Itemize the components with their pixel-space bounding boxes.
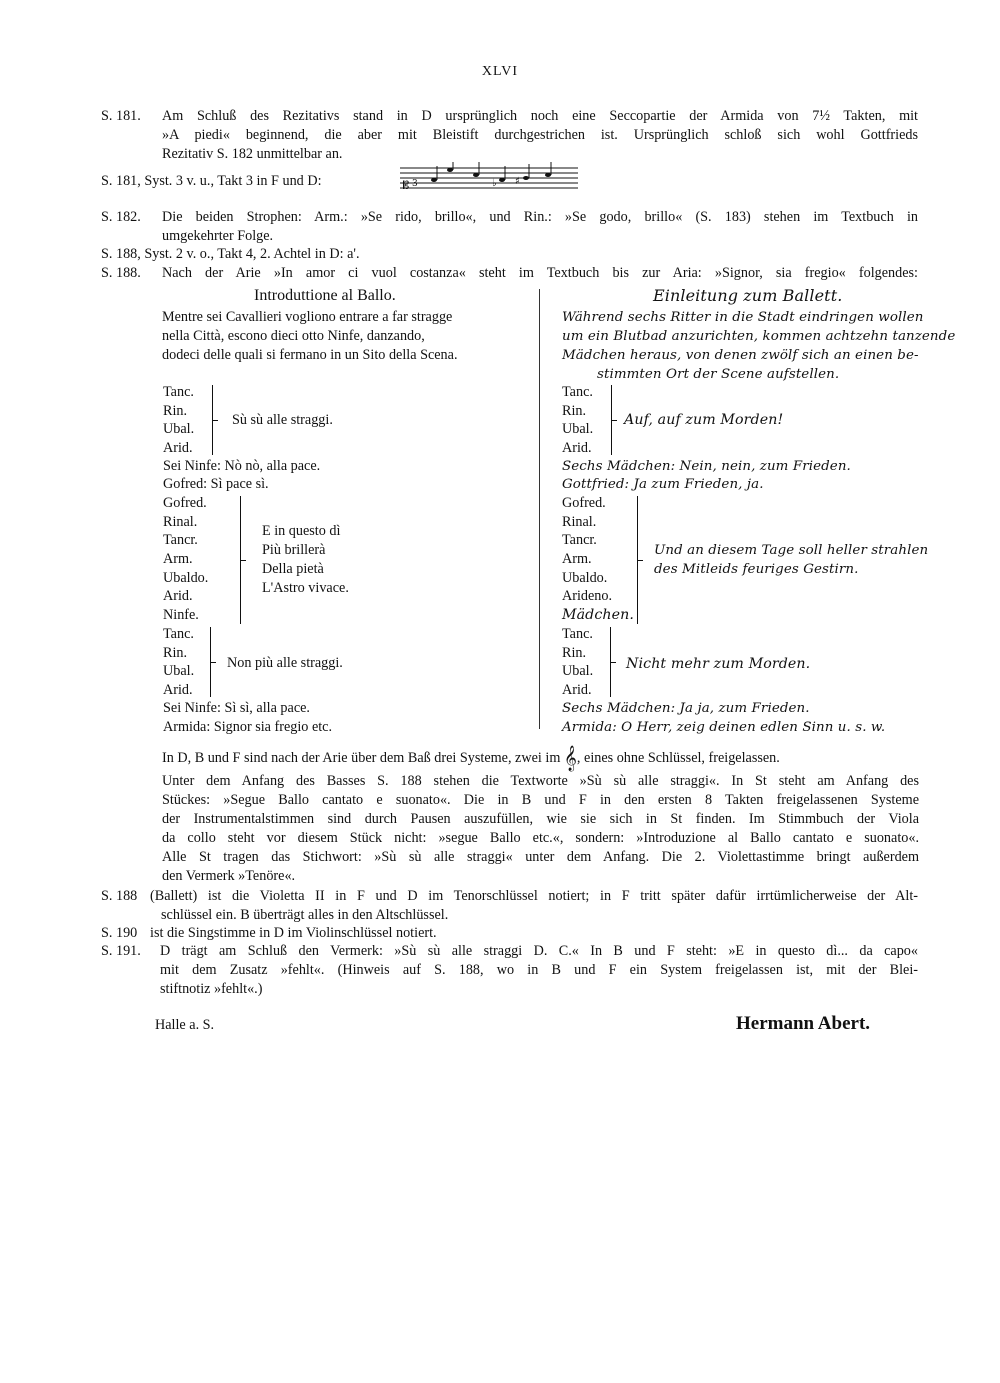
note-line: D trägt am Schluß den Vermerk: »Sù sù alle straggi D. C.« In B und F steht: »E in questo dì... da capo«	[160, 943, 918, 959]
footer-author: Hermann Abert.	[736, 1013, 871, 1034]
character-name: Tanc.	[562, 384, 593, 400]
note-body	[160, 942, 918, 999]
character-name: Arm.	[163, 551, 193, 568]
note-s181	[101, 107, 921, 167]
german-line4-text: Armida: O Herr, zeig deinen edlen Sinn u. s. w.	[562, 720, 886, 735]
italian-group2-names	[163, 494, 208, 625]
brace-icon	[630, 496, 638, 624]
note-ref: S. 188	[101, 888, 138, 904]
paragraph-line: Unter dem Anfang des Basses S. 188 stehen die Textworte »Sù sù alle straggi«. In St steht am Anfang des	[162, 773, 919, 789]
note-ref: S. 188, Syst. 2 v. o., Takt 4, 2. Achtel in D: a'.	[101, 246, 360, 262]
italian-group2-text	[262, 522, 349, 598]
column-divider	[539, 289, 540, 729]
character-name: Gofred.	[163, 495, 207, 511]
intro-line: Während sechs Ritter in die Stadt eindringen wollen	[562, 310, 924, 325]
note-ref: S. 182.	[101, 209, 141, 225]
paragraph-line: Alle St tragen das Stichwort: »Sù sù alle straggi« unter dem Anfang. Die 2. Violettastimme bringt außerdem	[162, 849, 919, 865]
note-body	[162, 264, 918, 283]
page-number: XLVI	[481, 64, 519, 79]
character-name: Gofred.	[562, 495, 606, 511]
german-line3: Sechs Mädchen: Ja ja, zum Frieden.	[562, 701, 810, 716]
italian-line1: Sei Ninfe: Nò nò, alla pace.	[163, 458, 321, 474]
character-name: Arid.	[163, 682, 193, 699]
italian-title: Introduttione al Ballo.	[254, 287, 396, 304]
note-line: »A piedi« beginnend, die aber mit Bleistift durchgestrichen ist. Ursprünglich schloß sich wohl Gottfrieds	[162, 127, 918, 143]
note-s190	[101, 924, 921, 944]
italian-intro	[162, 308, 458, 365]
italian-line3: Sei Ninfe: Sì sì, alla pace.	[163, 700, 310, 716]
note-line: stiftnotiz »fehlt«.)	[160, 981, 263, 997]
music-staff-icon	[398, 162, 580, 196]
brace-icon	[603, 627, 611, 697]
paragraph-line: da collo steht vor diesem Stück nicht: »segue Ballo etc.«, sondern: »Introduzione al Ballo cantato e suonato«.	[162, 830, 919, 846]
character-name: Rin.	[163, 644, 188, 661]
verse-line: E in questo dì	[262, 523, 341, 539]
character-name: Arid.	[163, 588, 193, 605]
italian-line4: Armida: Signor sia fregio etc.	[163, 719, 333, 735]
note-line: schlüssel ein. B überträgt alles in den Altschlüssel.	[161, 907, 449, 923]
german-line4	[562, 718, 885, 737]
note-ref: S. 191.	[101, 943, 141, 959]
note-ref: S. 190	[101, 925, 138, 941]
character-name: Rin.	[163, 402, 188, 419]
character-name: Tanc.	[163, 626, 194, 642]
note-line: mit dem Zusatz »fehlt«. (Hinweis auf S. 188, wo in B und F ein System freigelassen ist, mit der Blei-	[160, 962, 918, 978]
note-body	[162, 208, 918, 246]
character-name: Arid.	[562, 682, 592, 699]
after-paragraph-1-after: , eines ohne Schlüssel, freigelassen.	[576, 750, 780, 766]
note-s181-example	[101, 168, 601, 202]
character-name: Rin.	[562, 402, 587, 419]
note-line: ist die Singstimme in D im Violinschlüssel notiert.	[150, 925, 437, 941]
character-name: Rinal.	[163, 513, 198, 530]
character-name: Ninfe.	[163, 607, 199, 624]
intro-line: Mentre sei Cavallieri vogliono entrare a far stragge	[162, 309, 453, 325]
character-name: Tanc.	[163, 384, 194, 400]
verse-line: Più brillerà	[262, 542, 326, 558]
italian-group1-names	[163, 383, 194, 458]
intro-line: Mädchen heraus, von denen zwölf sich an einen be-	[562, 348, 919, 363]
character-name: Ubaldo.	[562, 569, 608, 586]
german-group1-text: Auf, auf zum Morden!	[624, 412, 784, 428]
note-body	[162, 107, 918, 164]
note-body	[150, 887, 918, 925]
character-name: Arideno.	[562, 588, 613, 605]
character-name: Rinal.	[562, 513, 597, 530]
after-paragraph-1-before: In D, B und F sind nach der Arie über dem Baß drei Systeme, zwei im	[162, 750, 561, 766]
note-line: Am Schluß des Rezitativs stand in D ursprünglich noch eine Seccopartie der Armida von 7½ Takten, mit	[162, 108, 918, 124]
brace-icon	[233, 496, 241, 624]
italian-group1-text: Sù sù alle straggi.	[232, 412, 333, 428]
german-group2-names	[562, 494, 634, 625]
character-name: Ubal.	[163, 421, 195, 438]
character-name: Ubal.	[163, 663, 195, 680]
svg-text:𝄡: 𝄡	[403, 179, 410, 192]
italian-group3-text: Non più alle straggi.	[227, 655, 343, 671]
verse-line: L'Astro vivace.	[262, 580, 349, 596]
german-group2-text	[654, 541, 928, 579]
svg-text:♯: ♯	[515, 176, 520, 187]
note-ref: S. 181, Syst. 3 v. u., Takt 3 in F und D:	[101, 173, 322, 189]
note-s182	[101, 208, 921, 248]
character-name: Arid.	[562, 440, 592, 457]
character-name: Tancr.	[562, 532, 597, 549]
brace-icon	[604, 385, 612, 455]
german-group3-text: Nicht mehr zum Morden.	[626, 656, 811, 672]
italian-line2: Gofred: Sì pace sì.	[163, 476, 269, 492]
character-name: Ubal.	[562, 663, 594, 680]
note-s188-ballett	[101, 887, 921, 927]
character-name: Arm.	[562, 551, 592, 568]
verse-line: des Mitleids feuriges Gestirn.	[654, 562, 859, 577]
intro-line: stimmten Ort der Scene aufstellen.	[597, 367, 840, 382]
german-line2: Gottfried: Ja zum Frieden, ja.	[562, 477, 764, 492]
character-name: Tanc.	[562, 626, 593, 642]
character-name: Ubaldo.	[163, 569, 209, 586]
paragraph-line: den Vermerk »Tenöre«.	[162, 868, 296, 884]
character-name: Ubal.	[562, 421, 594, 438]
note-s188	[101, 264, 921, 284]
intro-line: dodeci delle quali si fermano in un Sito della Scena.	[162, 347, 458, 363]
italian-group3-names	[163, 625, 194, 700]
brace-icon	[203, 627, 211, 697]
note-line: Die beiden Strophen: Arm.: »Se rido, brillo«, und Rin.: »Se godo, brillo« (S. 183) stehen im Textbuch in	[162, 209, 918, 225]
note-ref: S. 188.	[101, 265, 141, 281]
german-group3-names	[562, 625, 593, 700]
verse-line: Della pietà	[262, 561, 324, 577]
character-name: Tancr.	[163, 532, 198, 549]
note-s191	[101, 942, 921, 1002]
german-intro	[562, 308, 955, 384]
note-body	[150, 924, 437, 943]
verse-line: Und an diesem Tage soll heller strahlen	[654, 543, 929, 558]
treble-clef-icon: 𝄞	[563, 746, 577, 771]
note-line: umgekehrter Folge.	[162, 228, 274, 244]
german-line1: Sechs Mädchen: Nein, nein, zum Frieden.	[562, 459, 851, 474]
note-line: Rezitativ S. 182 unmittelbar an.	[162, 146, 343, 162]
footer-place: Halle a. S.	[155, 1017, 215, 1033]
note-line: (Ballett) ist die Violetta II in F und D im Tenorschlüssel notiert; in F tritt später dafür irrtümlicherweise der Alt-	[150, 888, 918, 904]
note-s188-syst	[101, 245, 921, 265]
svg-text:3: 3	[412, 179, 418, 189]
character-name: Arid.	[163, 440, 193, 457]
intro-line: nella Città, escono dieci otto Ninfe, danzando,	[162, 328, 425, 344]
character-name: Mädchen.	[562, 607, 634, 624]
note-line: Nach der Arie »In amor ci vuol costanza« steht im Textbuch bis zur Aria: »Signor, sia fregio« folgendes:	[162, 265, 918, 281]
german-group1-names	[562, 383, 593, 458]
after-paragraph-2	[162, 772, 919, 892]
paragraph-line: der Instrumentalstimmen sind durch Pausen auszufüllen, wie sie sich in St finden. Im Stimmbuch der Viola	[162, 811, 919, 827]
german-title: Einleitung zum Ballett.	[653, 286, 843, 305]
after-paragraph-1	[162, 746, 780, 771]
intro-line: um ein Blutbad anzurichten, kommen achtzehn tanzende	[562, 329, 956, 344]
note-ref: S. 181.	[101, 108, 141, 124]
character-name: Rin.	[562, 644, 587, 661]
svg-text:♭: ♭	[492, 178, 497, 189]
brace-icon	[205, 385, 213, 455]
paragraph-line: Stückes: »Segue Ballo cantato e suonato«. Die in B und F in den ersten 8 Takten freigelassenen Systeme	[162, 792, 919, 808]
